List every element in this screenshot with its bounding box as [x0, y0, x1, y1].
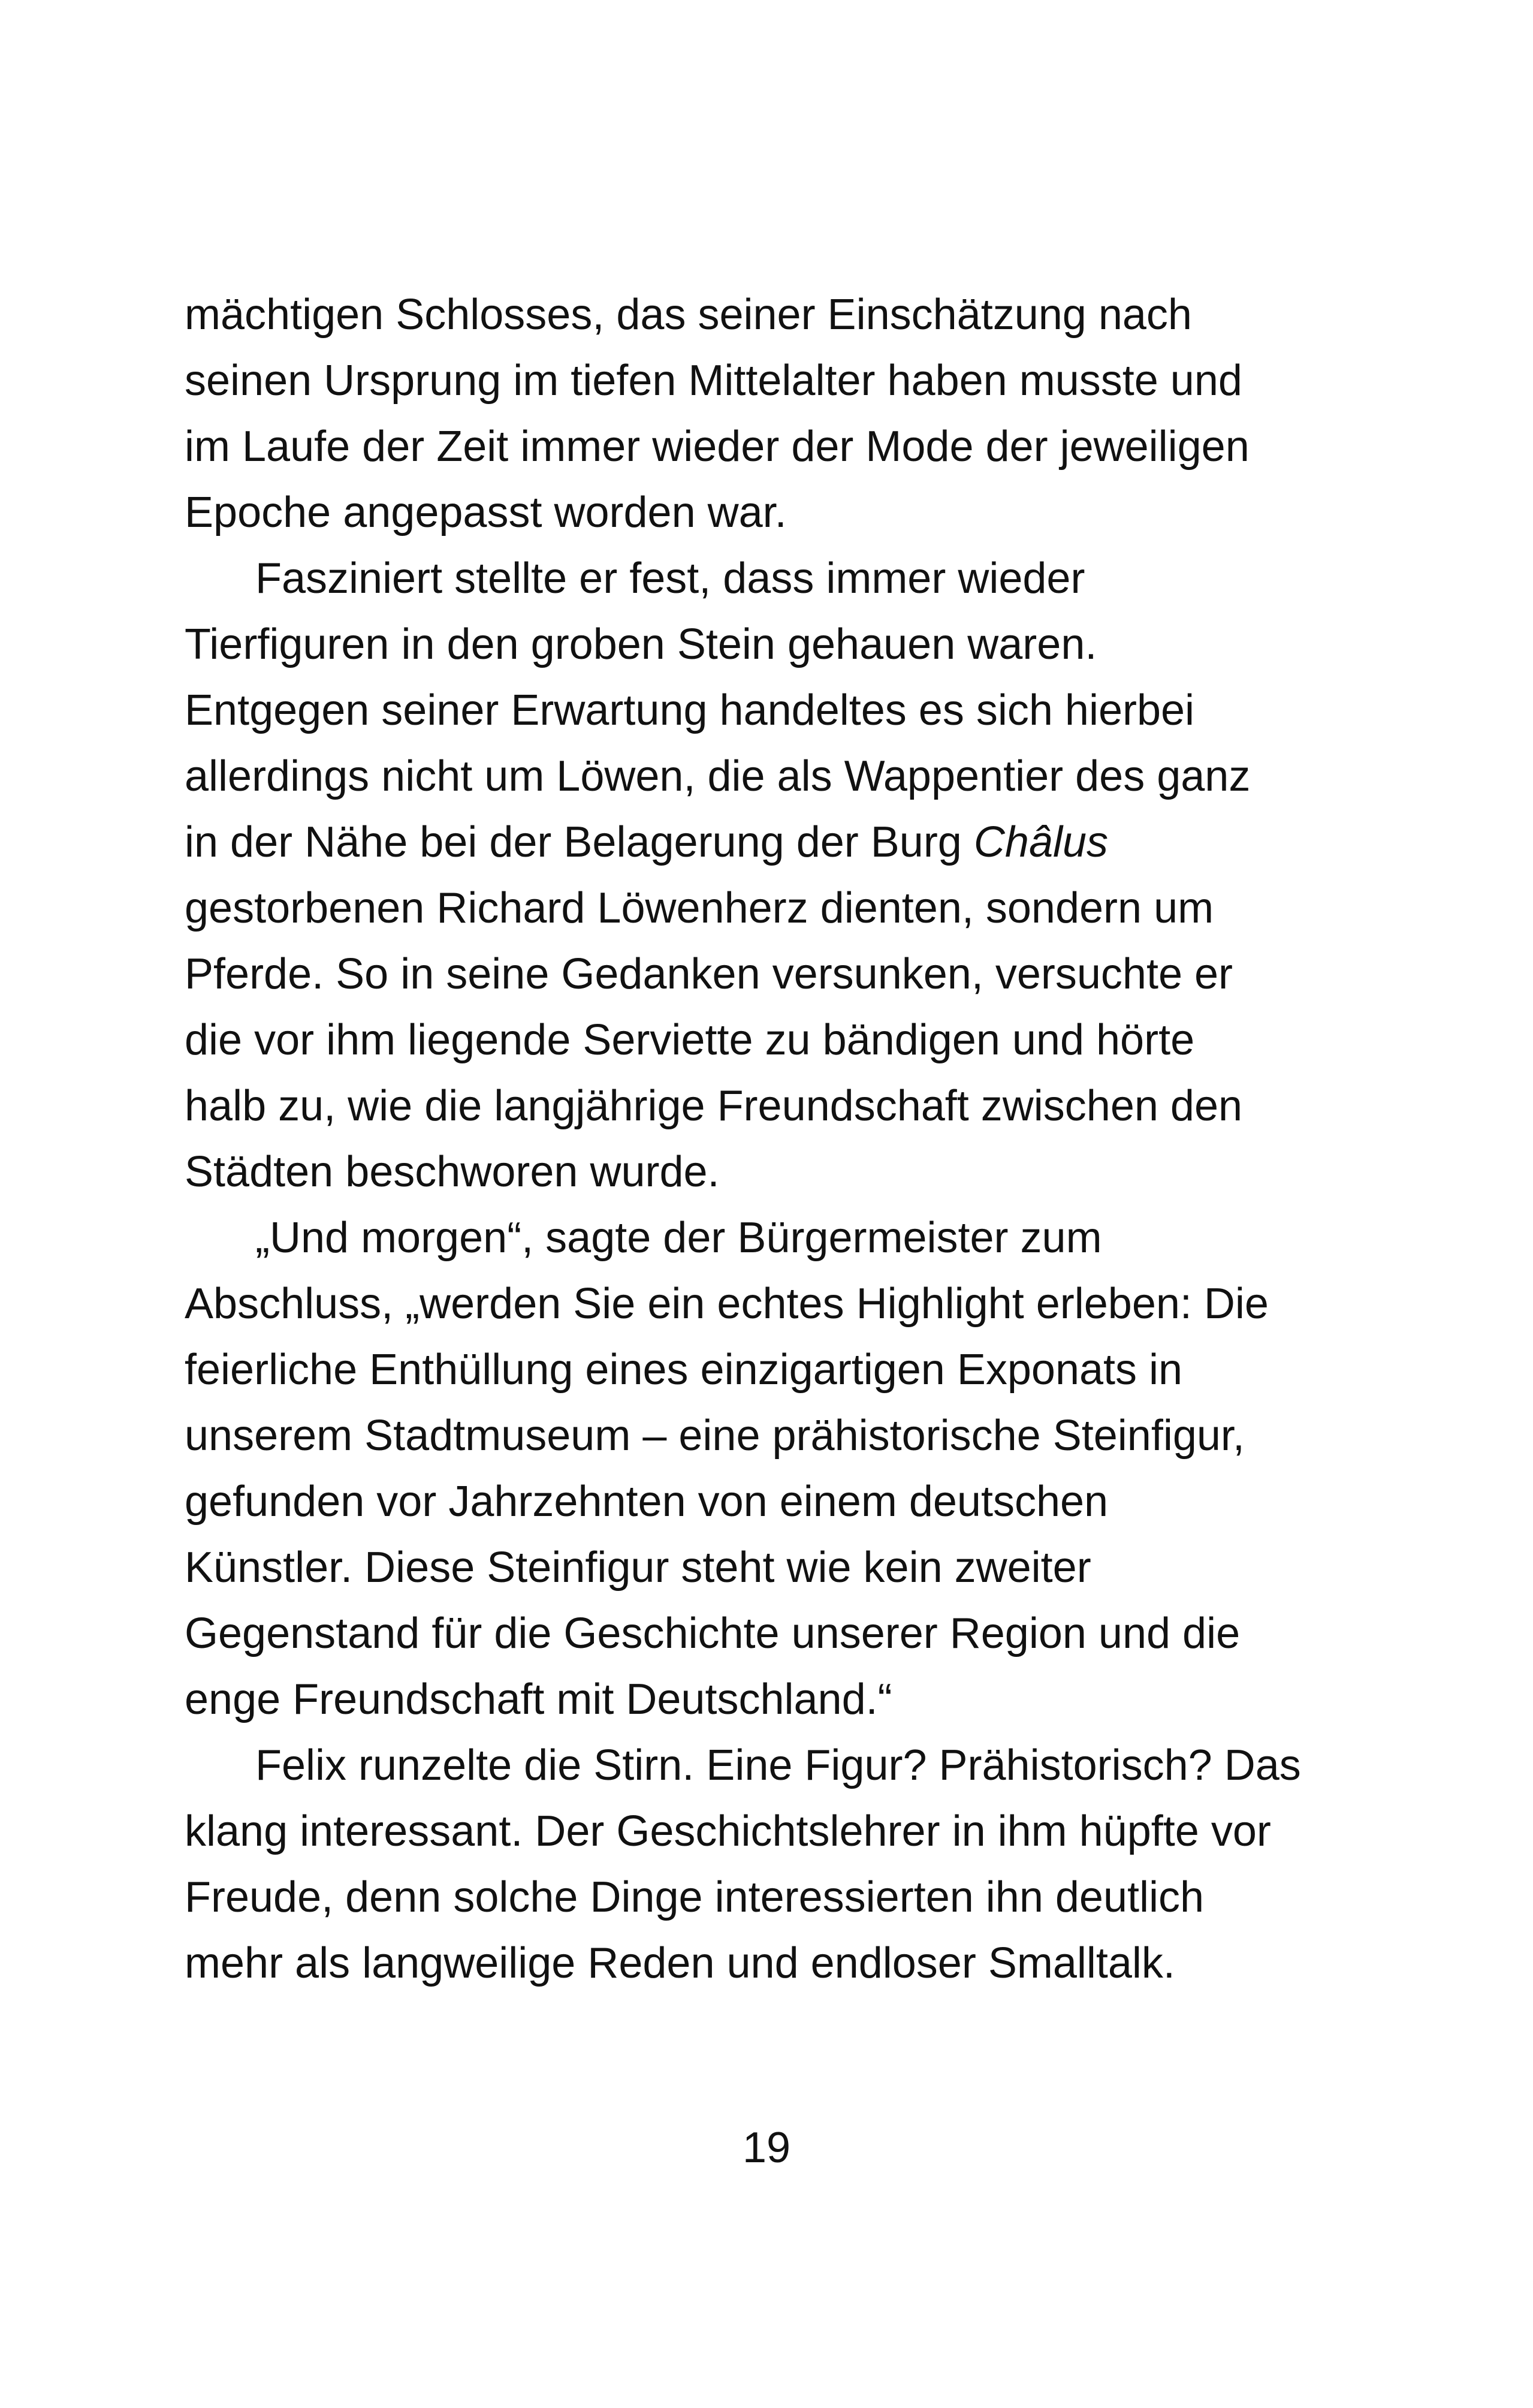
text-line: gestorbenen Richard Löwenherz dienten, sondern um — [185, 884, 1214, 932]
paragraph-start-line: „Und morgen“, sagte der Bürgermeister zum — [255, 1214, 1102, 1262]
text-line: Tierfiguren in den groben Stein gehauen waren. — [185, 620, 1097, 668]
text-line: Pferde. So in seine Gedanken versunken, versuchte er — [185, 950, 1233, 998]
text-line — [185, 809, 1359, 875]
text-line: Freude, denn solche Dinge interessierten ihn deutlich — [185, 1873, 1205, 1921]
text-line: Abschluss, „werden Sie ein echtes Highlight erleben: Die — [185, 1280, 1269, 1328]
text-line: im Laufe der Zeit immer wieder der Mode der jeweiligen — [185, 423, 1250, 471]
paragraph-start-line: Fasziniert stellte er fest, dass immer wieder — [255, 554, 1085, 602]
text-line: Epoche angepasst worden war. — [185, 489, 787, 537]
text-line: Städten beschworen wurde. — [185, 1148, 720, 1196]
text-line: allerdings nicht um Löwen, die als Wappentier des ganz — [185, 752, 1251, 800]
text-line: Künstler. Diese Steinfigur steht wie kein zweiter — [185, 1544, 1091, 1592]
body-text — [185, 282, 1359, 1996]
page-number: 19 — [742, 2124, 791, 2172]
text-line: halb zu, wie die langjährige Freundschaft zwischen den — [185, 1082, 1243, 1130]
text-line: unserem Stadtmuseum – eine prähistorische Steinfigur, — [185, 1412, 1245, 1460]
text-line: seinen Ursprung im tiefen Mittelalter haben musste und — [185, 357, 1242, 405]
text-line: mächtigen Schlosses, das seiner Einschätzung nach — [185, 291, 1192, 339]
text-line: feierliche Enthüllung eines einzigartigen Exponats in — [185, 1346, 1183, 1394]
italic-place-name: Châlus — [973, 818, 1108, 866]
paragraph-start-line: Felix runzelte die Stirn. Eine Figur? Prähistorisch? Das — [255, 1741, 1301, 1789]
text-line: Gegenstand für die Geschichte unserer Region und die — [185, 1610, 1241, 1657]
text-line: gefunden vor Jahrzehnten von einem deutschen — [185, 1478, 1109, 1526]
text-line: mehr als langweilige Reden und endloser Smalltalk. — [185, 1939, 1175, 1987]
text-line: enge Freundschaft mit Deutschland.“ — [185, 1675, 892, 1723]
text-line: klang interessant. Der Geschichtslehrer in ihm hüpfte vor — [185, 1807, 1271, 1855]
text-segment: in der Nähe bei der Belagerung der Burg — [185, 818, 974, 866]
text-line: Entgegen seiner Erwartung handeltes es sich hierbei — [185, 686, 1195, 734]
text-line: die vor ihm liegende Serviette zu bändigen und hörte — [185, 1016, 1195, 1064]
